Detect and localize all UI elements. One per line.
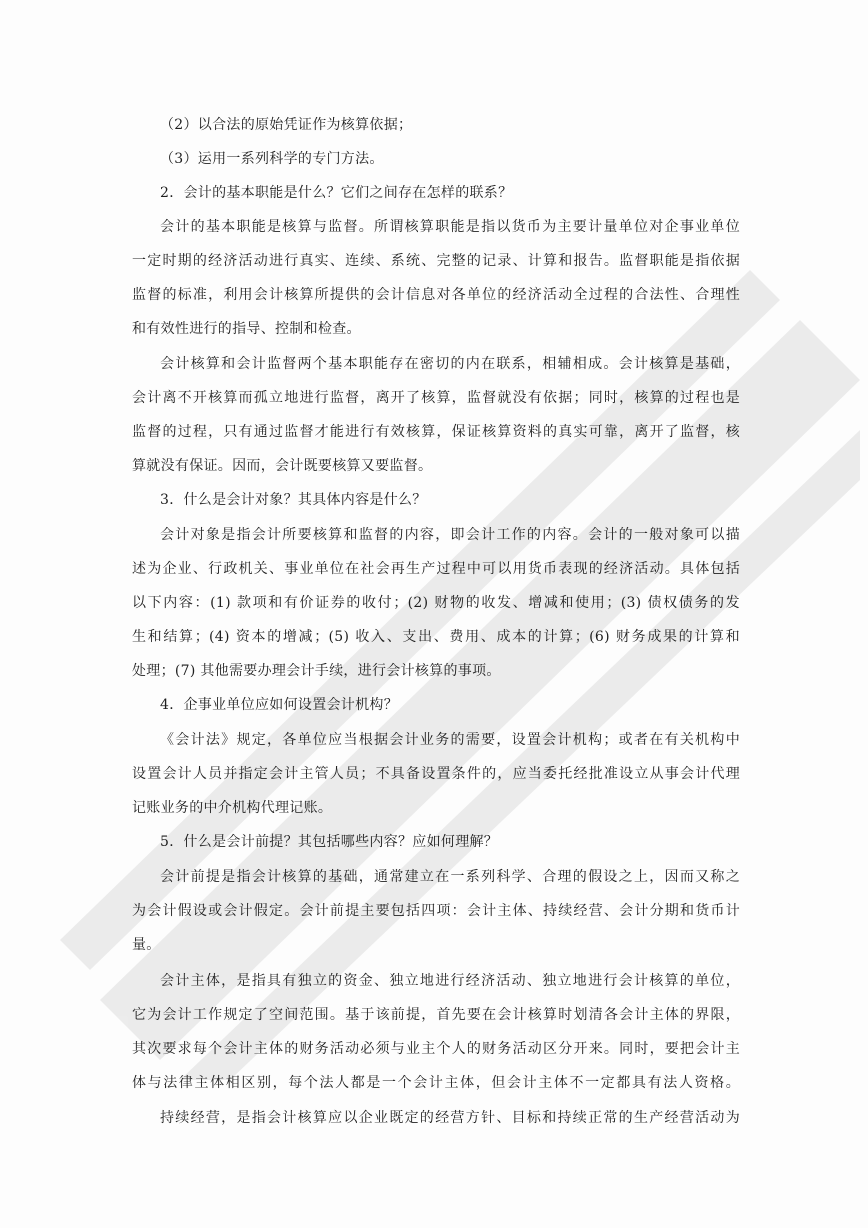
- list-item-2: （2）以合法的原始凭证作为核算依据；: [160, 117, 413, 133]
- question-3-heading: 3．什么是会计对象？其具体内容是什么？: [160, 492, 427, 508]
- paragraph-line: 体与法律主体相区别，每个法人都是一个会计主体，但会计主体不一定都具有法人资格。: [132, 1075, 740, 1091]
- paragraph-line: 算就没有保证。因而，会计既要核算又要监督。: [132, 458, 433, 474]
- paragraph-line: 和有效性进行的指导、控制和检查。: [132, 321, 361, 337]
- paragraph-line: 持续经营，是指会计核算应以企业既定的经营方针、目标和持续正常的生产经营活动为: [160, 1110, 740, 1126]
- paragraph-line: 一定时期的经济活动进行真实、连续、系统、完整的记录、计算和报告。监督职能是指依据: [132, 253, 740, 269]
- paragraph-line: 述为企业、行政机关、事业单位在社会再生产过程中可以用货币表现的经济活动。具体包括: [132, 561, 740, 577]
- paragraph-line: 会计主体，是指具有独立的资金、独立地进行经济活动、独立地进行会计核算的单位，: [160, 973, 740, 989]
- question-4-heading: 4．企事业单位应如何设置会计机构？: [160, 697, 399, 713]
- question-2-heading: 2．会计的基本职能是什么？它们之间存在怎样的联系？: [160, 185, 513, 201]
- question-5-heading: 5．什么是会计前提？其包括哪些内容？应如何理解？: [160, 834, 499, 850]
- paragraph-line: 会计前提是指会计核算的基础，通常建立在一系列科学、合理的假设之上，因而又称之: [160, 869, 740, 885]
- paragraph-line: 监督的标准，利用会计核算所提供的会计信息对各单位的经济活动全过程的合法性、合理性: [132, 287, 740, 303]
- paragraph-line: 生和结算；(4) 资本的增减；(5) 收入、支出、费用、成本的计算；(6) 财务成果的计算和: [132, 629, 740, 645]
- paragraph-line: 设置会计人员并指定会计主管人员；不具备设置条件的，应当委托经批准设立从事会计代理: [132, 766, 740, 782]
- paragraph-line: 会计离不开核算而孤立地进行监督，离开了核算，监督就没有依据；同时，核算的过程也是: [132, 390, 740, 406]
- paragraph-line: 量。: [132, 937, 161, 953]
- paragraph-line: 会计的基本职能是核算与监督。所谓核算职能是指以货币为主要计量单位对企事业单位: [160, 219, 740, 235]
- paragraph-line: 其次要求每个会计主体的财务活动必须与业主个人的财务活动区分开来。同时，要把会计主: [132, 1041, 740, 1057]
- paragraph-line: 它为会计工作规定了空间范围。基于该前提，首先要在会计核算时划清各会计主体的界限，: [132, 1007, 740, 1023]
- paragraph-line: 监督的过程，只有通过监督才能进行有效核算，保证核算资料的真实可靠，离开了监督，核: [132, 424, 740, 440]
- paragraph-line: 会计对象是指会计所要核算和监督的内容，即会计工作的内容。会计的一般对象可以描: [160, 527, 740, 543]
- paragraph-line: 以下内容：(1) 款项和有价证券的收付；(2) 财物的收发、增减和使用；(3) 债权债务的发: [132, 595, 740, 611]
- paragraph-line: 为会计假设或会计假定。会计前提主要包括四项：会计主体、持续经营、会计分期和货币计: [132, 903, 740, 919]
- paragraph-line: 《会计法》规定，各单位应当根据会计业务的需要，设置会计机构；或者在有关机构中: [160, 732, 740, 748]
- paragraph-line: 记账业务的中介机构代理记账。: [132, 800, 333, 816]
- paragraph-line: 处理；(7) 其他需要办理会计手续，进行会计核算的事项。: [132, 663, 501, 679]
- paragraph-line: 会计核算和会计监督两个基本职能存在密切的内在联系，相辅相成。会计核算是基础，: [160, 356, 740, 372]
- list-item-3: （3）运用一系列科学的专门方法。: [160, 151, 384, 167]
